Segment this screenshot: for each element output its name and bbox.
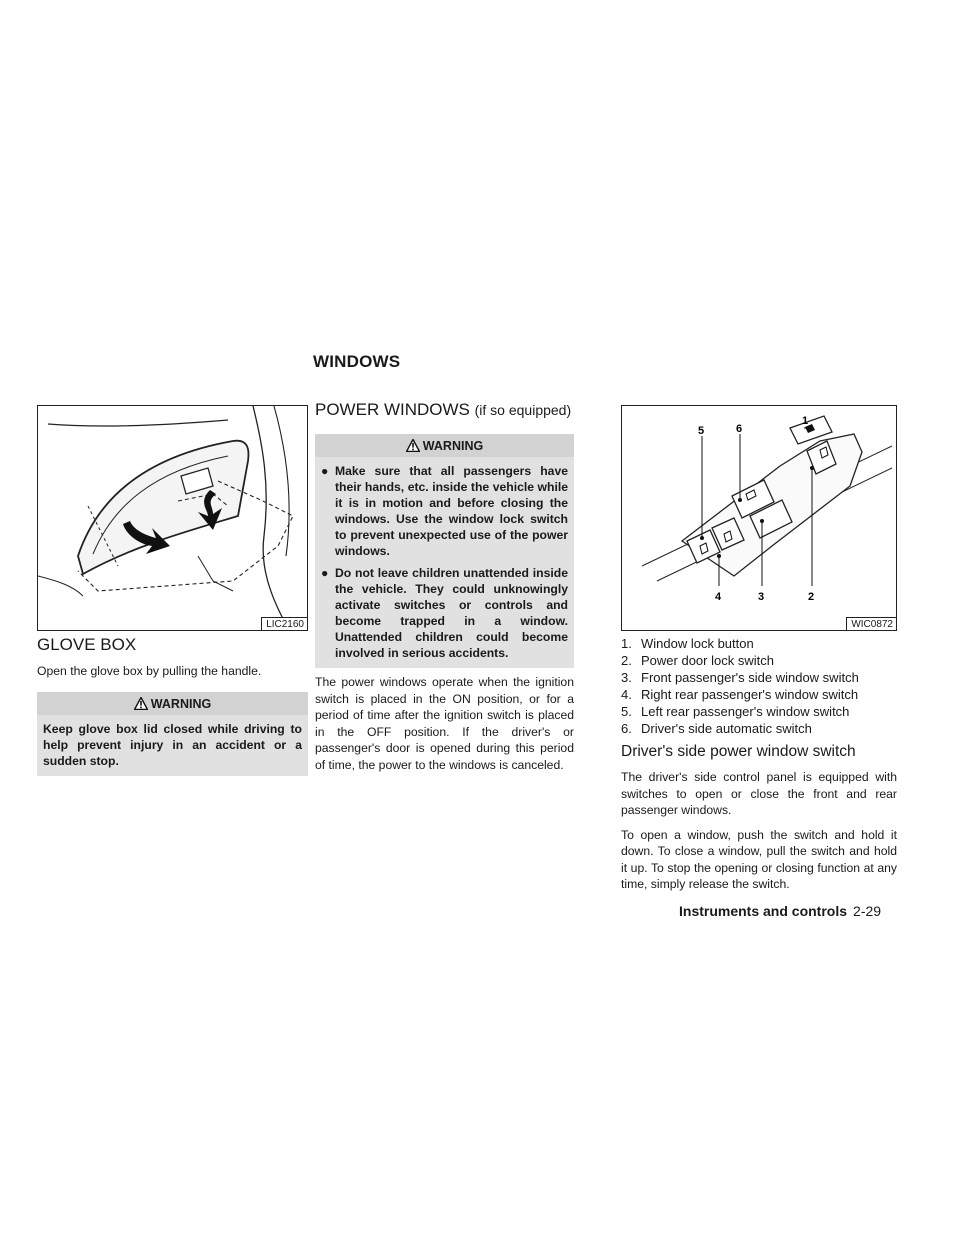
power-windows-suffix: (if so equipped): [474, 402, 572, 418]
callout-6: 6: [736, 423, 743, 435]
legend-num: 2.: [621, 653, 632, 668]
glove-box-warning: [37, 692, 308, 776]
warning-triangle-icon: [406, 439, 420, 452]
driver-switch-p1: The driver's side control panel is equipped with switches to open or close the front and rear passenger windows.: [621, 770, 897, 817]
glove-box-column: [37, 405, 308, 776]
legend-item: [621, 635, 897, 652]
callout-5: 5: [698, 425, 705, 437]
legend-num: 1.: [621, 636, 632, 651]
glove-box-intro: Open the glove box by pulling the handle.: [37, 664, 262, 678]
legend-item: [621, 703, 897, 720]
power-windows-column: [315, 400, 574, 781]
bullet-icon: ●: [321, 566, 329, 580]
figure-code: WIC0872: [846, 617, 896, 630]
footer-section: Instruments and controls: [679, 903, 848, 919]
warning-item-text: Do not leave children unattended inside the vehicle. They could unknowingly activate switches or controls and become trapped in a window. Unattended children could become involved in serious accidents.: [335, 566, 568, 660]
switch-column: [621, 405, 897, 901]
warning-item: [321, 565, 568, 661]
legend-num: 6.: [621, 721, 632, 736]
page-footer: [679, 903, 881, 919]
legend-text: Driver's side automatic switch: [641, 721, 812, 736]
warning-title: WARNING: [422, 439, 484, 453]
driver-switch-p2: To open a window, push the switch and hold it down. To close a window, pull the switch and hold it up. To stop the opening or closing function at any time, simply release the switch.: [621, 827, 897, 891]
switch-legend: [621, 635, 897, 737]
warning-item: [321, 463, 568, 559]
power-windows-warning: [315, 434, 574, 668]
warning-header: [315, 434, 574, 457]
warning-triangle-icon: [134, 697, 148, 710]
legend-item: [621, 686, 897, 703]
page-number: 2-29: [853, 903, 882, 919]
legend-text: Left rear passenger's window switch: [641, 704, 850, 719]
window-switch-illustration: [622, 406, 896, 630]
legend-text: Front passenger's side window switch: [641, 670, 859, 685]
legend-num: 4.: [621, 687, 632, 702]
legend-item: [621, 652, 897, 669]
warning-title: WARNING: [150, 696, 212, 711]
legend-num: 5.: [621, 704, 632, 719]
legend-num: 3.: [621, 670, 632, 685]
legend-text: Right rear passenger's window switch: [641, 687, 859, 702]
glove-box-figure: [37, 405, 308, 631]
bullet-icon: ●: [321, 464, 329, 478]
figure-code: LIC2160: [261, 617, 307, 630]
legend-item: [621, 669, 897, 686]
callout-4: 4: [715, 591, 722, 603]
driver-switch-heading: Driver's side power window switch: [621, 743, 856, 760]
power-windows-body: The power windows operate when the ignition switch is placed in the ON position, or for a period of time after the ignition switch is placed in the OFF position. If the driver's or passenger's door is opened during this period of time, the power to the windows is canceled.: [315, 675, 574, 772]
callout-1: 1: [802, 415, 809, 427]
warning-header: [37, 692, 308, 715]
callout-2: 2: [808, 591, 815, 603]
section-title: WINDOWS: [313, 352, 401, 371]
glove-box-heading: GLOVE BOX: [37, 635, 137, 654]
warning-list: [315, 457, 574, 668]
legend-text: Window lock button: [641, 636, 754, 651]
legend-item: [621, 720, 897, 737]
glove-box-illustration: [38, 406, 307, 630]
callout-3: 3: [758, 591, 765, 603]
switch-figure: [621, 405, 897, 631]
legend-text: Power door lock switch: [641, 653, 774, 668]
power-windows-title: POWER WINDOWS: [315, 400, 470, 419]
warning-item-text: Make sure that all passengers have their hands, etc. inside the vehicle while it is in motion and before closing the windows. Use the window lock switch to prevent unexpected use of the power windows.: [335, 464, 568, 558]
power-windows-heading: [315, 400, 574, 420]
warning-text: Keep glove box lid closed while driving to help prevent injury in an accident or a sudden stop.: [43, 721, 302, 768]
